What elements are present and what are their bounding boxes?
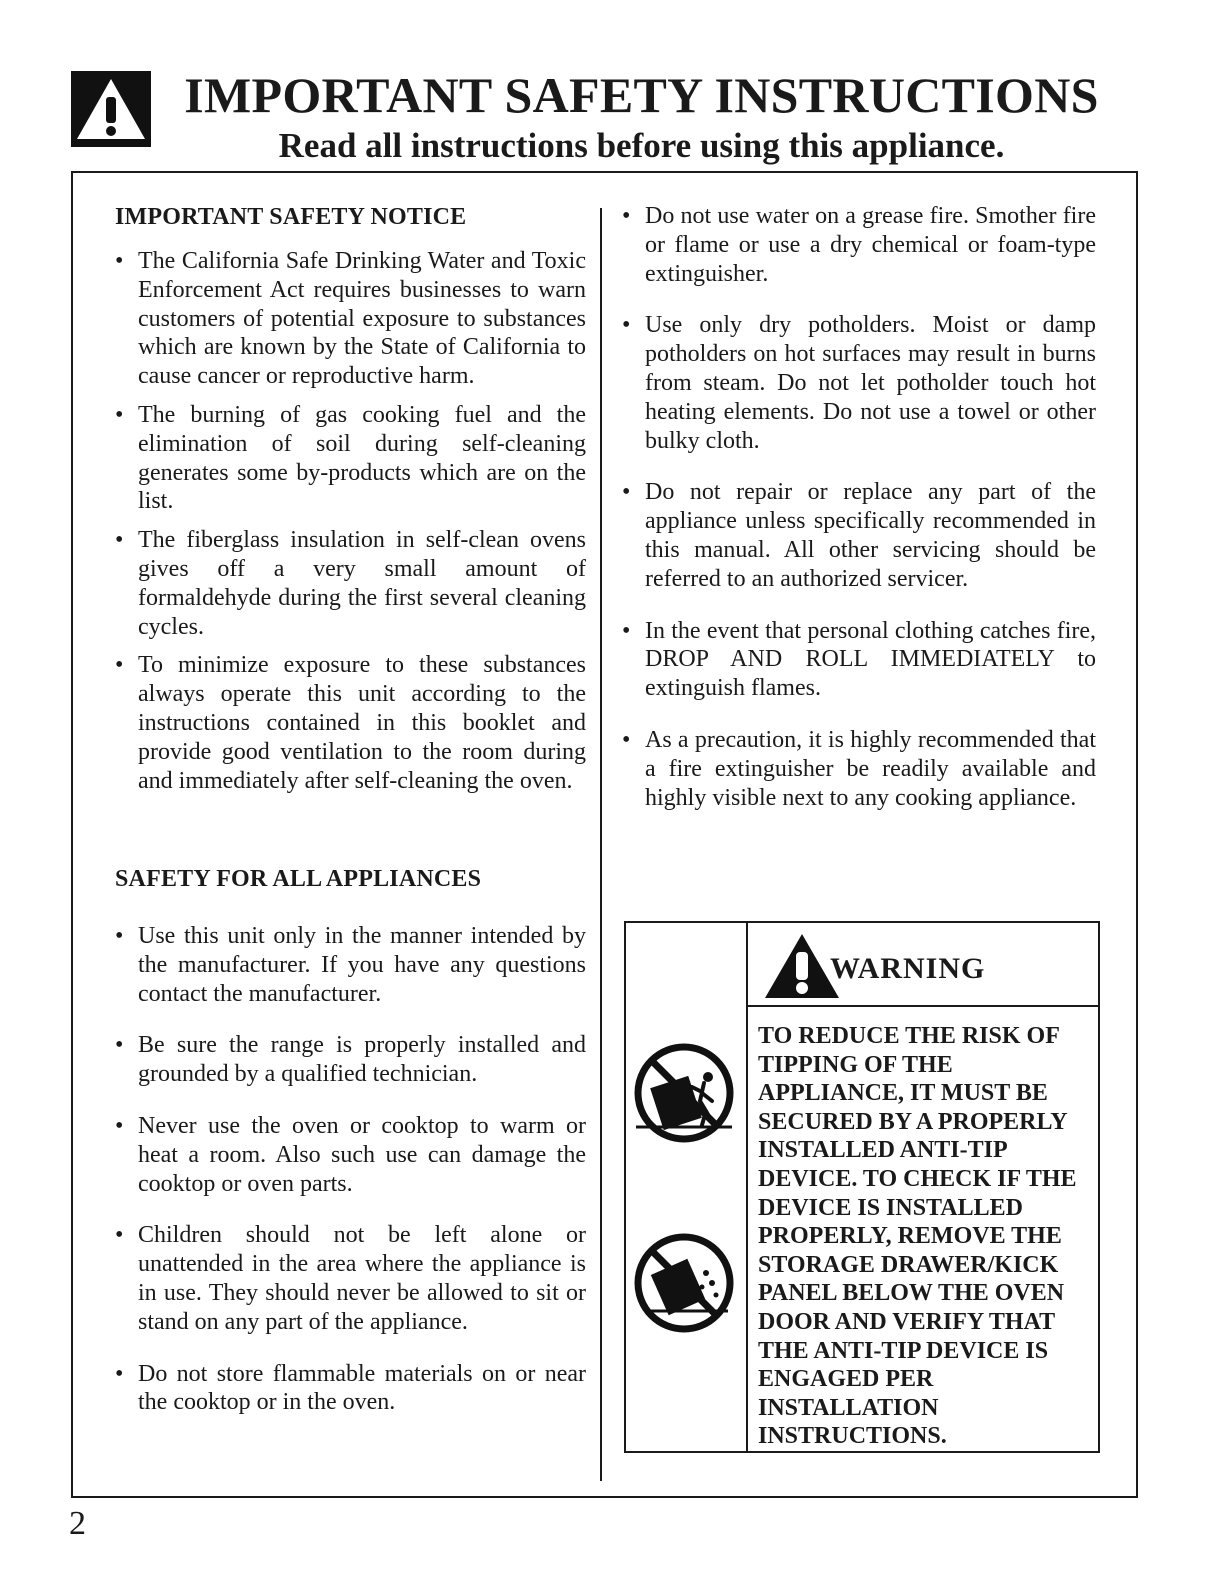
warning-box-rule (746, 1005, 1098, 1007)
warning-box-divider (746, 923, 748, 1451)
list-item: • Do not store flammable materials on or near the cooktop or in the oven. (115, 1360, 586, 1418)
notice-list (115, 247, 586, 795)
warning-triangle-icon (71, 71, 151, 147)
page-title: IMPORTANT SAFETY INSTRUCTIONS (184, 67, 1099, 123)
list-item: • Do not repair or replace any part of the appliance unless specifically recommended in this manual. All other servicing should be referred to an authorized servicer. (622, 478, 1096, 593)
safety-list (115, 922, 586, 1417)
page-number: 2 (69, 1505, 86, 1542)
no-tipping-icon (632, 1231, 736, 1335)
list-item: • Do not use water on a grease fire. Smother fire or flame or use a dry chemical or foam-type extinguisher. (622, 202, 1096, 288)
list-item: • As a precaution, it is highly recommended that a fire extinguisher be readily available and highly visible next to any cooking appliance. (622, 726, 1096, 812)
warning-text: TO REDUCE THE RISK OF TIPPING OF THE APPLIANCE, IT MUST BE SECURED BY A PROPERLY INSTALLED ANTI-TIP DEVICE. TO CHECK IF THE DEVICE IS INSTALLED PROPERLY, REMOVE THE STORAGE DRAWER/KICK PANEL BELOW THE OVEN DOOR AND VERIFY THAT THE ANTI-TIP DEVICE IS ENGAGED PER INSTALLATION INSTRUCTIONS. (758, 1023, 1077, 1450)
warning-box (624, 921, 1100, 1453)
list-item: • The burning of gas cooking fuel and the elimination of soil during self-cleaning generates some by-products which are on the list. (115, 401, 586, 516)
list-item: • Use only dry potholders. Moist or damp potholders on hot surfaces may result in burns from steam. Do not let potholder touch hot heating elements. Do not use a towel or other bulky cloth. (622, 311, 1096, 455)
right-column-list (622, 202, 1096, 812)
list-item: • In the event that personal clothing catches fire, DROP AND ROLL IMMEDIATELY to extinguish flames. (622, 617, 1096, 703)
notice-heading: IMPORTANT SAFETY NOTICE (115, 204, 467, 230)
page-subtitle: Read all instructions before using this appliance. (278, 126, 1005, 165)
list-item: • Children should not be left alone or unattended in the area where the appliance is in use. They should never be allowed to sit or stand on any part of the appliance. (115, 1221, 586, 1336)
list-item: • Be sure the range is properly installed and grounded by a qualified technician. (115, 1031, 586, 1089)
no-tipping-child-icon (632, 1041, 736, 1145)
list-item: • The California Safe Drinking Water and Toxic Enforcement Act requires businesses to warn customers of potential exposure to substances which are known by the State of California to cause cancer or reproductive harm. (115, 247, 586, 391)
list-item: • Never use the oven or cooktop to warm or heat a room. Also such use can damage the cooktop or oven parts. (115, 1112, 586, 1198)
list-item: • Use this unit only in the manner intended by the manufacturer. If you have any questions contact the manufacturer. (115, 922, 586, 1008)
safety-heading: SAFETY FOR ALL APPLIANCES (115, 866, 482, 892)
warning-label: WARNING (830, 952, 986, 985)
list-item: • The fiberglass insulation in self-clean ovens gives off a very small amount of formaldehyde during the first several cleaning cycles. (115, 526, 586, 641)
column-divider (600, 208, 602, 1481)
list-item: • To minimize exposure to these substances always operate this unit according to the instructions contained in this booklet and provide good ventilation to the room during and immediately after self-cleaning the oven. (115, 651, 586, 795)
